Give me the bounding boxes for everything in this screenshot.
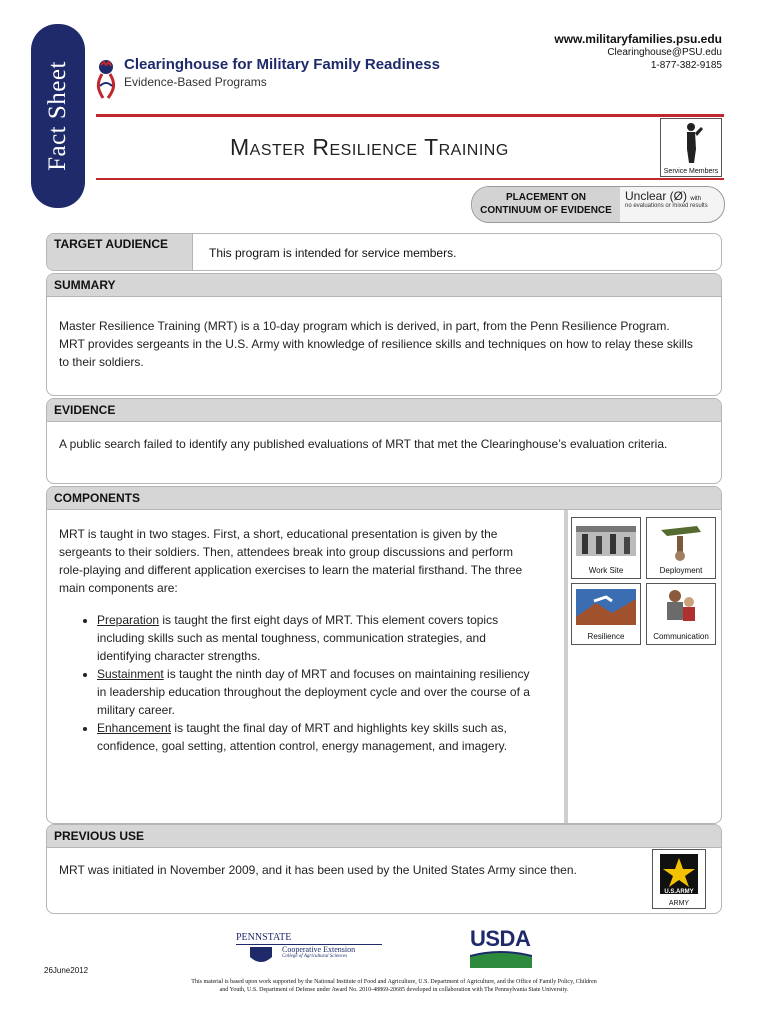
- components-section: [46, 486, 722, 824]
- summary-heading: SUMMARY: [47, 274, 721, 297]
- component-text: is taught the first eight days of MRT. This element covers topics: [159, 613, 499, 627]
- rating-note: no evaluations or mixed results: [625, 203, 708, 209]
- organization-subtitle: Evidence-Based Programs: [124, 75, 267, 89]
- thumb-work-site: [571, 517, 641, 579]
- target-audience-text: This program is intended for service members.: [209, 246, 457, 260]
- component-text: is taught the final day of MRT and highlights key skills such as,: [171, 721, 507, 735]
- components-divider: [564, 510, 568, 823]
- previous-use-heading: PREVIOUS USE: [47, 825, 721, 848]
- deployment-icon: [647, 520, 715, 564]
- funding-line: and Youth, U.S. Department of Defense under Award No. 2010-48869-20685 developed in collaboration with The Pennsylvania State University.: [219, 987, 569, 993]
- component-text: identifying character strengths.: [97, 649, 261, 663]
- component-term: Preparation: [97, 613, 160, 627]
- communication-icon: [647, 586, 715, 630]
- thumb-communication: [646, 583, 716, 645]
- usda-logo: [470, 928, 532, 973]
- summary-line: Master Resilience Training (MRT) is a 10-day program which is derived, in part, from the Penn Resilience Program.: [59, 319, 670, 333]
- penn-state-wordmark: PENNSTATE: [236, 932, 292, 943]
- rating-with: with: [690, 196, 702, 202]
- previous-use-text: MRT was initiated in November 2009, and it has been used by the United States Army since then.: [59, 863, 577, 877]
- placement-rating: [625, 189, 721, 210]
- evidence-section: [46, 398, 722, 484]
- components-intro-line: main components are:: [59, 581, 178, 595]
- funding-line: This material is based upon work supported by the National Institute of Food and Agriculture, U.S. Department of Agriculture, and the Office of Family Policy, Children: [191, 979, 597, 985]
- component-term: Enhancement: [97, 721, 172, 735]
- rating-value: Unclear (Ø): [625, 189, 688, 203]
- funding-statement: [124, 978, 664, 994]
- page-title: Master Resilience Training: [230, 134, 509, 160]
- psu-extension: Cooperative Extension: [282, 945, 356, 954]
- header-divider-top: [96, 114, 724, 117]
- component-text: confidence, goal setting, attention control, energy management, and imagery.: [97, 739, 508, 753]
- summary-line: to their soldiers.: [59, 355, 144, 369]
- evidence-placement: [471, 186, 725, 223]
- components-intro-line: role-playing and different application exercises to learn the material firsthand. The three: [59, 563, 523, 577]
- army-badge: [652, 849, 706, 909]
- penn-state-logo: [236, 932, 382, 959]
- component-text: in leadership education throughout the deployment cycle and over the course of a: [97, 685, 530, 699]
- army-badge-inner-text: U.S.ARMY: [664, 889, 694, 895]
- work-site-icon: [572, 522, 640, 562]
- fact-sheet-label: Fact Sheet: [44, 61, 71, 171]
- thumb-label: Deployment: [659, 566, 703, 575]
- evidence-text: A public search failed to identify any published evaluations of MRT that met the Clearinghouse’s evaluation criteria.: [59, 437, 668, 451]
- contact-block: [554, 33, 722, 72]
- nittany-lion-shield-icon: [246, 947, 276, 967]
- component-text: military career.: [97, 703, 176, 717]
- website-link[interactable]: www.militaryfamilies.psu.edu: [554, 32, 722, 46]
- summary-line: MRT provides sergeants in the U.S. Army with knowledge of resilience skills and techniques on how to relay these skills: [59, 337, 693, 351]
- organization-name: Clearinghouse for Military Family Readiness: [124, 56, 440, 73]
- previous-use-section: [46, 824, 722, 914]
- evidence-heading: EVIDENCE: [47, 399, 721, 422]
- thumb-deployment: [646, 517, 716, 579]
- component-text: including skills such as mental toughness, communication strategies, and: [97, 631, 486, 645]
- usda-hills-icon: [470, 950, 532, 968]
- service-members-label: Service Members: [663, 168, 719, 175]
- placement-line-1: PLACEMENT ON: [506, 192, 586, 203]
- army-star-icon: [653, 850, 705, 898]
- placement-label: [472, 187, 620, 222]
- soldier-saluting-icon: [661, 119, 721, 165]
- army-label: ARMY: [668, 900, 690, 907]
- thumb-label: Communication: [653, 632, 709, 641]
- placement-line-2: CONTINUUM OF EVIDENCE: [480, 205, 612, 216]
- list-item: [97, 665, 557, 719]
- target-audience-section: [46, 233, 722, 271]
- thumb-resilience: [571, 583, 641, 645]
- components-body: [59, 525, 557, 755]
- summary-section: [46, 273, 722, 396]
- components-list: [59, 611, 557, 755]
- email-link[interactable]: Clearinghouse@PSU.edu: [607, 47, 722, 58]
- fact-sheet-tab: [31, 24, 85, 208]
- clearinghouse-logo-icon: [94, 56, 124, 104]
- summary-body: [47, 297, 721, 371]
- resilience-icon: [572, 587, 640, 629]
- publish-date: 26June2012: [44, 966, 89, 975]
- psu-college: College of Agricultural Sciences: [282, 954, 348, 959]
- component-term: Sustainment: [97, 667, 164, 681]
- thumb-label: Resilience: [587, 632, 625, 641]
- components-intro-line: MRT is taught in two stages. First, a short, educational presentation is given by the: [59, 527, 498, 541]
- component-text: is taught the ninth day of MRT and focuses on maintaining resiliency: [163, 667, 530, 681]
- thumb-label: Work Site: [588, 566, 624, 575]
- components-heading: COMPONENTS: [47, 487, 721, 510]
- service-members-badge: [660, 118, 722, 177]
- target-audience-heading: TARGET AUDIENCE: [47, 234, 193, 271]
- list-item: [97, 611, 557, 665]
- usda-wordmark: USDA: [470, 926, 531, 951]
- header-divider-bottom: [96, 178, 724, 180]
- list-item: [97, 719, 557, 755]
- phone-number: 1-877-382-9185: [650, 60, 722, 71]
- components-intro-line: sergeants to their soldiers. Then, attendees break into group discussions and perform: [59, 545, 514, 559]
